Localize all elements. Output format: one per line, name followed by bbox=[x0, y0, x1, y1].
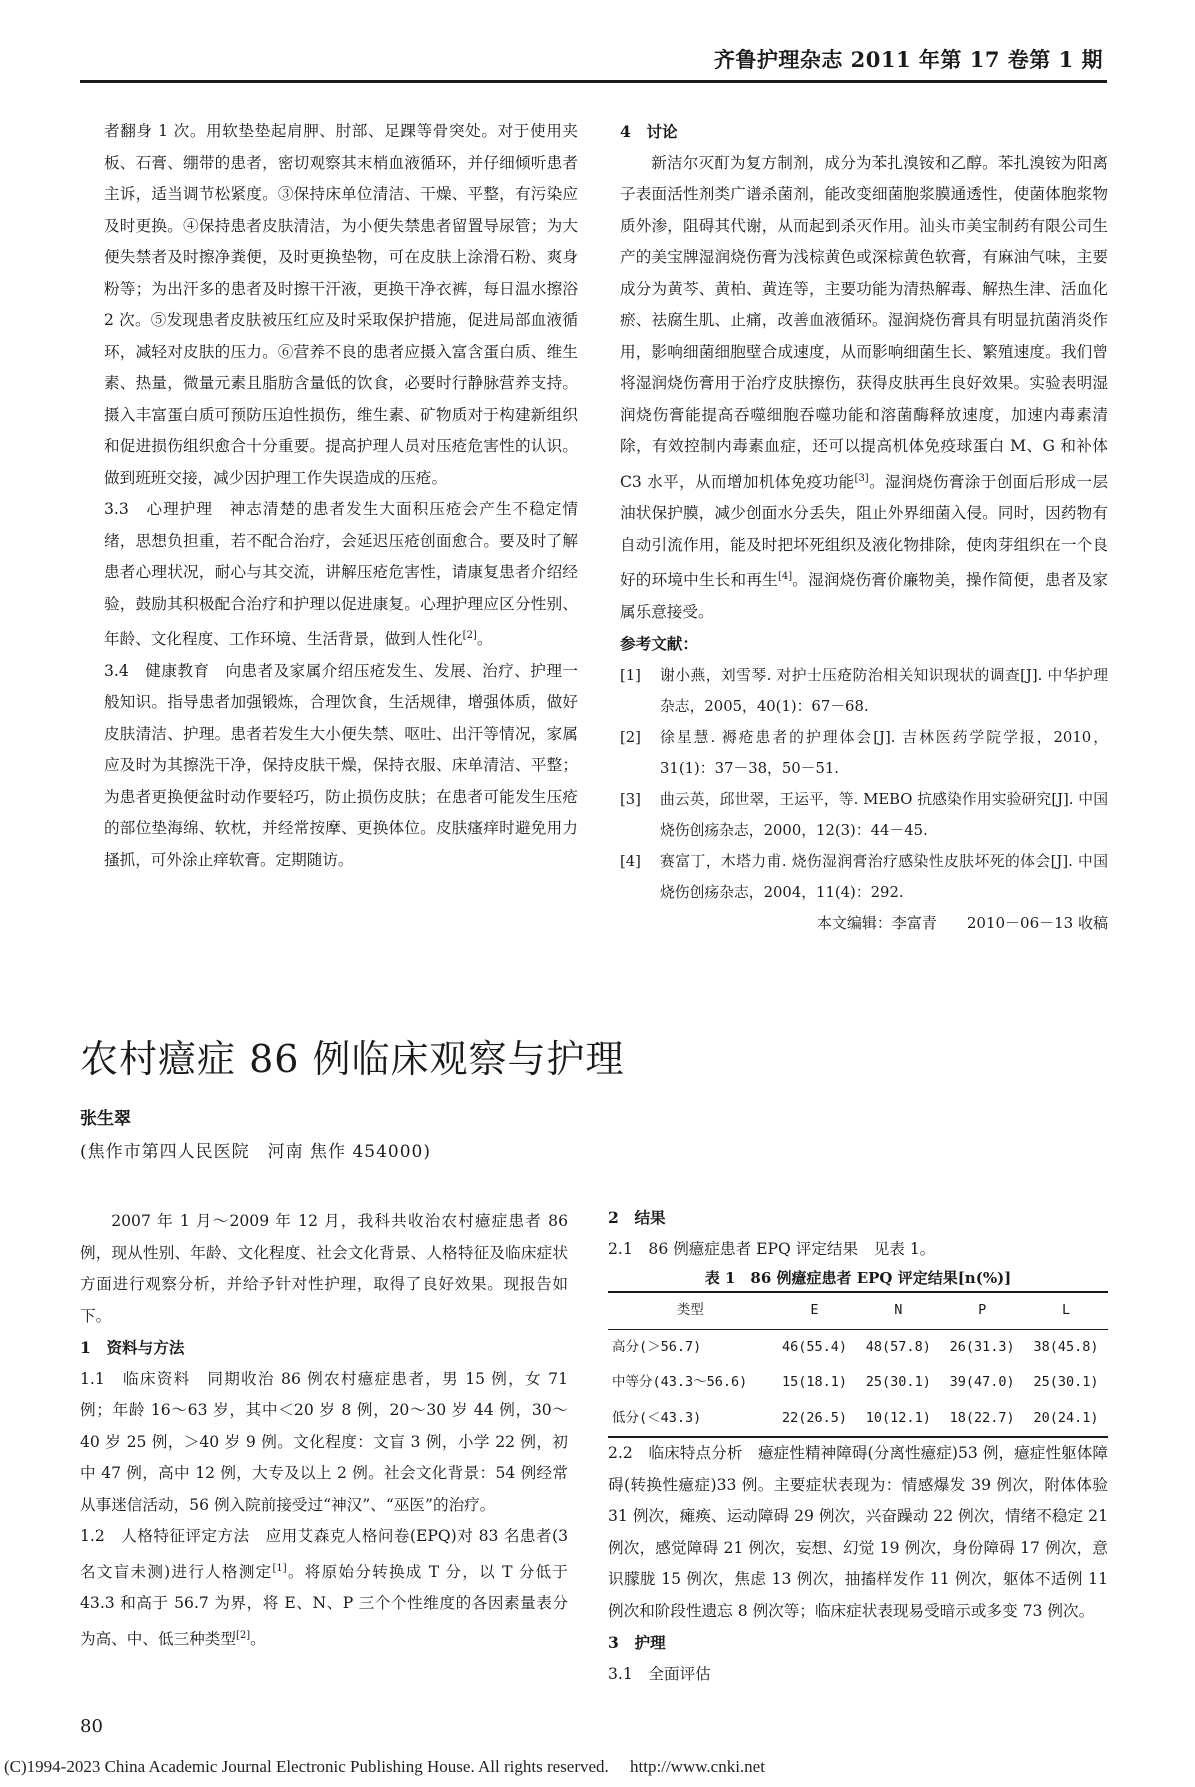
table-row bbox=[608, 1329, 1108, 1365]
citation-mark: [2] bbox=[235, 1629, 251, 1641]
table-caption: 表 1 86 例癔症患者 EPQ 评定结果[n(%)] bbox=[704, 1269, 1012, 1287]
table-cell: 15(18.1) bbox=[781, 1374, 847, 1390]
table-cell: 25(30.1) bbox=[1033, 1374, 1099, 1390]
table-header-row bbox=[608, 1292, 1108, 1329]
article-right-column bbox=[608, 1202, 1108, 1690]
prev-paragraph-3-4: 3.4 健康教育 向患者及家属介绍压疮发生、发展、治疗、护理一般知识。指导患者加强锻炼，合理饮食，生活规律，增强体质，做好皮肤清洁、护理。患者若发生大小便失禁、呕吐、出汗等情况，家属应及时为其擦洗干净，保持皮肤干燥，保持衣服、床单清洁、平整；为患者更换便盆时动作要轻巧，防止损伤皮肤；在患者可能发生压疮的部位垫海绵、软枕，并经常按摩、更换体位。皮肤瘙痒时避免用力搔抓，可外涂止痒软膏。定期随访。 bbox=[104, 661, 578, 869]
table-cell: 18(22.7) bbox=[940, 1401, 1024, 1438]
table-cell: 低分(＜43.3) bbox=[608, 1401, 773, 1438]
section-4-title: 4 讨论 bbox=[620, 122, 678, 141]
reference-item bbox=[620, 784, 1108, 846]
article-affiliation: (焦作市第四人民医院 河南 焦作 454000) bbox=[80, 1142, 431, 1162]
header-rule bbox=[80, 80, 1107, 83]
table-cell: 48(57.8) bbox=[865, 1338, 931, 1355]
citation-mark: [2] bbox=[462, 630, 477, 641]
prev-left-column bbox=[104, 116, 578, 876]
citation-mark: [3] bbox=[854, 472, 869, 484]
table-cell: 26(31.3) bbox=[949, 1338, 1015, 1355]
reference-text: 曲云英，邱世翠，王运平，等. MEBO 抗感染作用实验研究[J]. 中国烧伤创疡杂志，2000，12(3)：44－45. bbox=[660, 790, 1108, 839]
intro-paragraph: 2007 年 1 月～2009 年 12 月，我科共收治农村癔症患者 86 例，现从性别、年龄、文化程度、社会文化背景、人格特征及临床症状方面进行观察分析，并给予针对性护理，取得了良好效果。现报告如下。 bbox=[80, 1212, 568, 1325]
reference-text: 谢小燕，刘雪琴. 对护士压疮防治相关知识现状的调查[J]. 中华护理杂志，2005，40(1)：67－68. bbox=[660, 666, 1108, 715]
section-3-1: 3.1 全面评估 bbox=[608, 1664, 711, 1683]
section-2-2: 2.2 临床特点分析 癔症性精神障碍(分离性癔症)53 例，癔症性躯体障碍(转换性癔症)33 例。主要症状表现为：情感爆发 39 例次，附体体验 31 例次，瘫痪、运动障碍 29 例次，兴奋躁动 22 例次，情绪不稳定 21 例次，感觉障碍 21 例次，妄想、幻觉 19 例次，身份障碍 17 例次，意识朦胧 15 例次，焦虑 13 例次，抽搐样发作 11 例次，躯体不适例 11 例次和阶段性遗忘 8 例次等；临床症状表现易受暗示或多变 73 例次。 bbox=[608, 1444, 1108, 1620]
references-title: 参考文献： bbox=[620, 634, 698, 654]
citation-mark: [4] bbox=[777, 571, 793, 583]
table-cell: 中等分(43.3～56.6) bbox=[612, 1374, 748, 1390]
table-header-cell: L bbox=[1024, 1292, 1108, 1329]
reference-text: 徐星慧. 褥疮患者的护理体会[J]. 吉林医药学院学报，2010，31(1)：37－38，50－51. bbox=[660, 728, 1108, 777]
table-header-cell: N bbox=[856, 1292, 940, 1329]
reference-item bbox=[620, 660, 1108, 722]
copyright-notice: (C)1994-2023 China Academic Journal Electronic Publishing House. All rights reserved. http://www.cnki.net bbox=[4, 1757, 765, 1776]
article-title: 农村癔症 86 例临床观察与护理 bbox=[80, 1037, 625, 1081]
prev-paragraph-3-3: 3.3 心理护理 神志清楚的患者发生大面积压疮会产生不稳定情绪，思想负担重，若不配合治疗，会延迟压疮创面愈合。要及时了解患者心理状况，耐心与其交流，讲解压疮危害性，请康复患者介绍经验，鼓励其积极配合治疗和护理以促进康复。心理护理应区分性别、年龄、文化程度、工作环境、生活背景，做到人性化[2]。 bbox=[104, 500, 578, 649]
table-cell: 46(55.4) bbox=[781, 1338, 847, 1355]
table-cell: 高分(＞56.7) bbox=[612, 1338, 702, 1355]
table-cell: 25(30.1) bbox=[865, 1374, 931, 1390]
reference-number: [2] bbox=[620, 728, 641, 746]
reference-item bbox=[620, 722, 1108, 784]
table-cell: 39(47.0) bbox=[949, 1374, 1015, 1390]
table-header-cell: 类型 bbox=[608, 1292, 773, 1329]
citation-mark: [1] bbox=[272, 1562, 287, 1574]
article-author: 张生翠 bbox=[80, 1109, 131, 1129]
section-1-1: 1.1 临床资料 同期收治 86 例农村癔症患者，男 15 例，女 71 例；年龄 16～63 岁，其中＜20 岁 8 例，20～30 岁 44 例，30～40 岁 25 例，＞40 岁 9 例。文化程度：文盲 3 例，小学 22 例，初中 47 例，高中 12 例，大专及以上 2 例。社会文化背景：54 例经常从事迷信活动，56 例入院前接受过“神汉”、“巫医”的治疗。 bbox=[80, 1369, 568, 1514]
section-2-title: 2 结果 bbox=[608, 1208, 666, 1227]
reference-text: 赛富丁，木塔力甫. 烧伤湿润膏治疗感染性皮肤坏死的体会[J]. 中国烧伤创疡杂志，2004，11(4)：292. bbox=[660, 852, 1108, 901]
table-cell: 22(26.5) bbox=[773, 1401, 857, 1438]
page-number: 80 bbox=[80, 1716, 103, 1737]
reference-number: [1] bbox=[620, 666, 641, 684]
table-cell: 38(45.8) bbox=[1033, 1338, 1099, 1355]
table-header-cell: E bbox=[773, 1292, 857, 1329]
prev-right-column bbox=[620, 116, 1108, 939]
reference-item bbox=[620, 846, 1108, 908]
received-line: 本文编辑：李富青 2010－06－13 收稿 bbox=[816, 913, 1108, 932]
prev-paragraph-1: 者翻身 1 次。用软垫垫起肩胛、肘部、足踝等骨突处。对于使用夹板、石膏、绷带的患者，密切观察其末梢血液循环，并仔细倾听患者主诉，适当调节松紧度。③保持床单位清洁、干燥、平整，有污染应及时更换。④保持患者皮肤清洁，为小便失禁患者留置导尿管；为大便失禁者及时擦净粪便，及时更换垫物，可在皮肤上涂滑石粉、爽身粉等；为出汗多的患者及时擦干汗液，更换干净衣裤，每日温水擦浴 2 次。⑤发现患者皮肤被压红应及时采取保护措施，促进局部血液循环，减轻对皮肤的压力。⑥营养不良的患者应摄入富含蛋白质、维生素、热量，微量元素且脂肪含量低的饮食，必要时行静脉营养支持。摄入丰富蛋白质可预防压迫性损伤，维生素、矿物质对于构建新组织和促进损伤组织愈合十分重要。提高护理人员对压疮危害性的认识。做到班班交接，减少因护理工作失误造成的压疮。 bbox=[104, 122, 578, 487]
section-4-paragraph: 新洁尔灭酊为复方制剂，成分为苯扎溴铵和乙醇。苯扎溴铵为阳离子表面活性剂类广谱杀菌剂，能改变细菌胞浆膜通透性，使菌体胞浆物质外渗，阻碍其代谢，从而起到杀灭作用。汕头市美宝制药有限公司生产的美宝牌湿润烧伤膏为浅棕黄色或深棕黄色软膏，有麻油气味，主要成分为黄芩、黄柏、黄连等，主要功能为清热解毒、解热生津、活血化瘀、祛腐生肌、止痛，改善血液循环。湿润烧伤膏具有明显抗菌消炎作用，影响细菌细胞壁合成速度，从而影响细菌生长、繁殖速度。我们曾将湿润烧伤膏用于治疗皮肤擦伤，获得皮肤再生良好效果。实验表明湿润烧伤膏能提高吞噬细胞吞噬功能和溶菌酶释放速度，加速内毒素清除，有效控制内毒素血症，还可以提高机体免疫球蛋白 M、G 和补体 C3 水平，从而增加机体免疫功能[3]。湿润烧伤膏涂于创面后形成一层油状保护膜，减少创面水分丢失，阻止外界细菌入侵。同时，因药物有自动引流作用，能及时把坏死组织及液化物排除，使肉芽组织在一个良好的环境中生长和再生[4]。湿润烧伤膏价廉物美，操作简便，患者及家属乐意接受。 bbox=[620, 153, 1108, 621]
article-left-column bbox=[80, 1206, 568, 1655]
table-row bbox=[608, 1401, 1108, 1438]
epq-results-table bbox=[608, 1291, 1108, 1438]
table-cell: 10(12.1) bbox=[856, 1401, 940, 1438]
section-1-title: 1 资料与方法 bbox=[80, 1338, 185, 1357]
table-header-cell: P bbox=[940, 1292, 1024, 1329]
section-1-2: 1.2 人格特征评定方法 应用艾森克人格问卷(EPQ)对 83 名患者(3 名文盲未测)进行人格测定[1]。将原始分转换成 T 分，以 T 分低于 43.3 和高于 56.7 为界，将 E、N、P 三个个性维度的各因素量表分为高、中、低三种类型[2]。 bbox=[80, 1527, 568, 1648]
reference-number: [4] bbox=[620, 852, 641, 870]
section-3-title: 3 护理 bbox=[608, 1633, 666, 1652]
reference-number: [3] bbox=[620, 790, 641, 808]
section-2-1: 2.1 86 例癔症患者 EPQ 评定结果 见表 1。 bbox=[608, 1239, 936, 1258]
journal-header: 齐鲁护理杂志 2011 年第 17 卷第 1 期 bbox=[713, 47, 1103, 72]
table-row bbox=[608, 1365, 1108, 1401]
table-cell: 20(24.1) bbox=[1024, 1401, 1108, 1438]
